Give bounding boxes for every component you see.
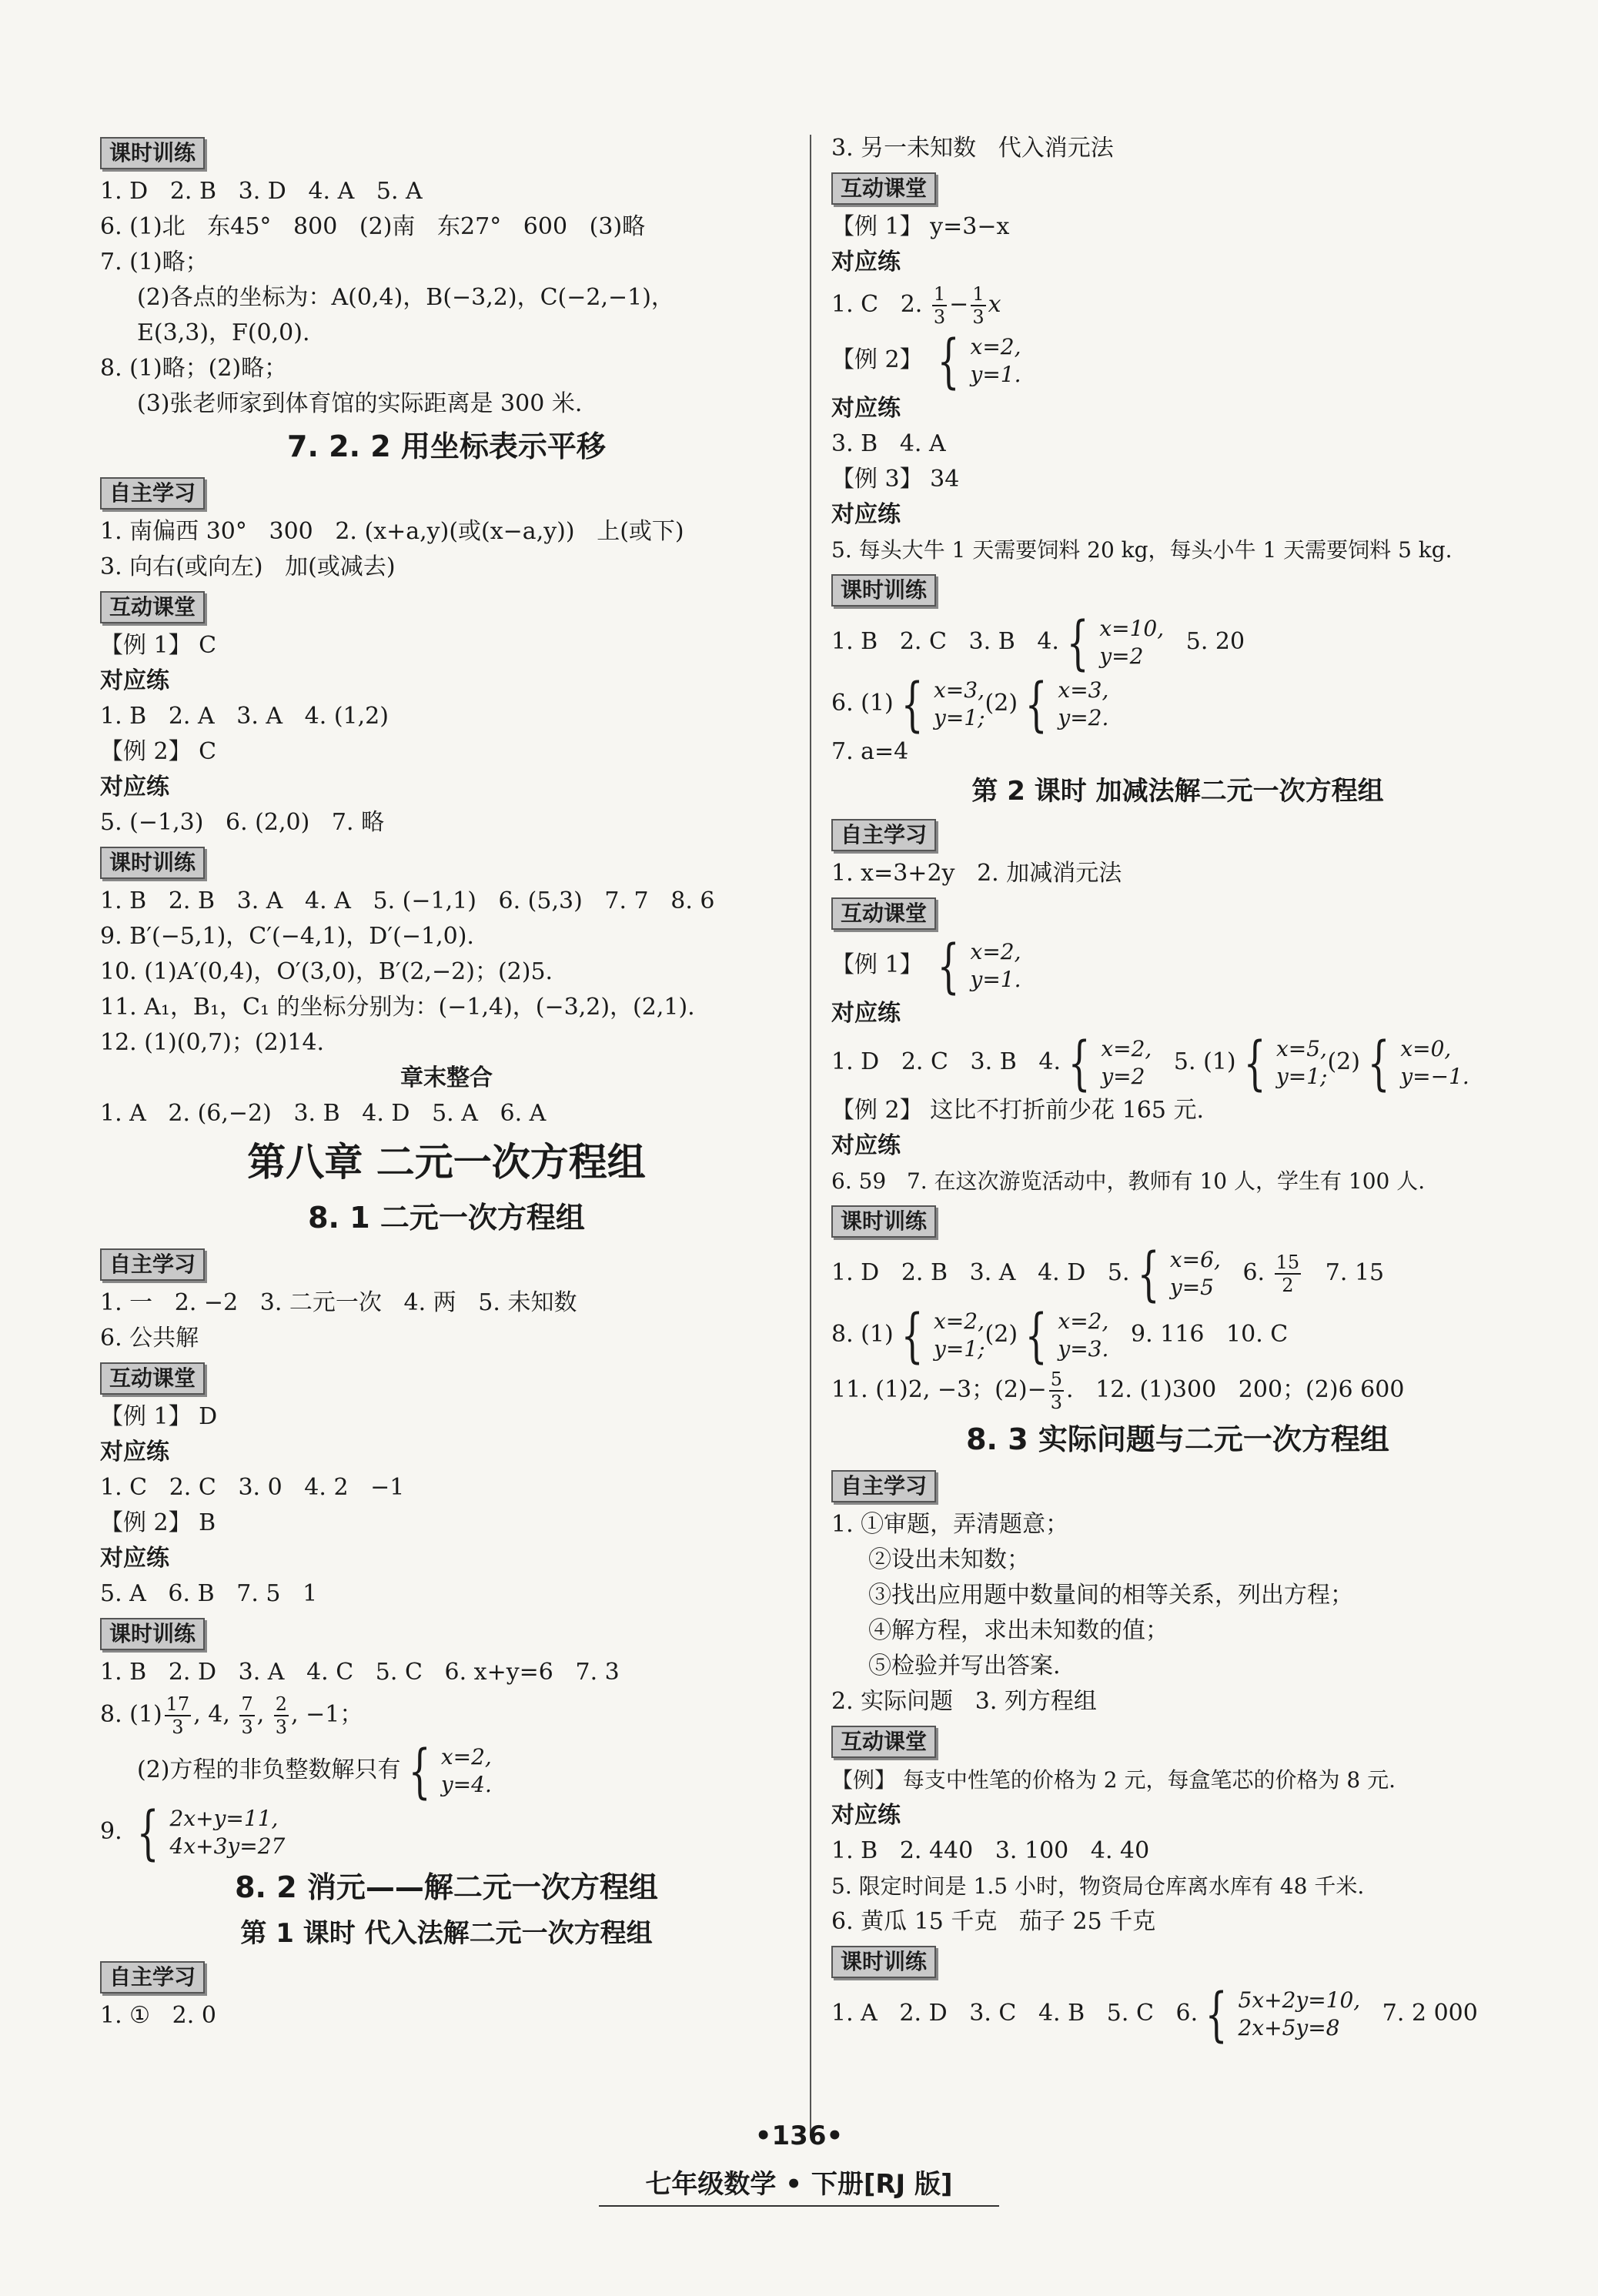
equation-system bbox=[1360, 1028, 1469, 1097]
denominator: 3 bbox=[1050, 1392, 1063, 1413]
brace-icon: { bbox=[1066, 608, 1089, 677]
denominator: 3 bbox=[933, 306, 946, 328]
brace-icon: { bbox=[408, 1736, 431, 1805]
equation-system bbox=[1018, 1301, 1109, 1369]
equation-row: y=2 bbox=[1101, 1064, 1145, 1089]
equation-row: y=5 bbox=[1169, 1275, 1214, 1300]
numerator: 15 bbox=[1275, 1252, 1300, 1273]
answer-line: 7. a=4 bbox=[831, 738, 909, 765]
answer-line: 【例】 每支中性笔的价格为 2 元，每盒笔芯的价格为 8 元. bbox=[831, 1767, 1396, 1793]
equation-system bbox=[894, 670, 985, 738]
answer-line bbox=[831, 608, 1524, 677]
section-tag: 自主学习 bbox=[100, 477, 205, 510]
section-tag: 自主学习 bbox=[100, 1961, 205, 1994]
answer-line: ⑤检验并写出答案. bbox=[868, 1653, 1061, 1679]
answer-line: 1. B 2. B 3. A 4. A 5. (−1,1) 6. (5,3) 7. 7 8. 6 bbox=[100, 887, 715, 914]
brace-icon: { bbox=[1243, 1028, 1266, 1097]
answer-line: 11. A₁，B₁，C₁ 的坐标分别为：(−1,4)，(−3,2)，(2,1). bbox=[100, 994, 695, 1021]
equation-row: y=2 bbox=[1099, 643, 1144, 669]
answer-line bbox=[831, 1239, 1524, 1308]
numerator: 2 bbox=[275, 1693, 288, 1715]
equation-system bbox=[1018, 670, 1109, 738]
book-title: 七年级数学 • 下册[RJ 版] bbox=[645, 2169, 953, 2200]
text-run: 6. (1) bbox=[831, 690, 894, 717]
equation-row: 5x+2y=10, bbox=[1238, 1987, 1361, 2013]
brace-icon: { bbox=[901, 670, 924, 738]
text-run: 【例 2】 bbox=[831, 346, 923, 373]
answer-line: 7. (1)略； bbox=[100, 249, 209, 276]
answer-line: 6. 公共解 bbox=[100, 1325, 199, 1352]
answer-line: 1. C 2. C 3. 0 4. 2 −1 bbox=[100, 1474, 405, 1501]
answer-line: 对应练 bbox=[831, 1000, 901, 1027]
answer-line: ③找出应用题中数量间的相等关系，列出方程； bbox=[868, 1582, 1353, 1609]
answer-line: (2)各点的坐标为：A(0,4)，B(−3,2)，C(−2,−1)， bbox=[137, 284, 674, 311]
brace-icon: { bbox=[136, 1798, 159, 1867]
answer-line bbox=[831, 670, 1524, 738]
answer-line: 1. D 2. B 3. D 4. A 5. A bbox=[100, 178, 423, 205]
answer-line bbox=[831, 326, 1524, 395]
answer-line: 对应练 bbox=[100, 774, 169, 800]
text-run: 11. (1)2, −3；(2)− bbox=[831, 1376, 1047, 1403]
equation-row: 2x+y=11, bbox=[169, 1806, 279, 1831]
text-run: (2) bbox=[985, 690, 1018, 717]
answer-line bbox=[831, 931, 1524, 1000]
section-tag: 自主学习 bbox=[831, 1470, 936, 1502]
answer-line: 1. B 2. A 3. A 4. (1,2) bbox=[100, 703, 389, 730]
right-column bbox=[831, 131, 1524, 2048]
equation-row: y=1. bbox=[970, 362, 1021, 387]
lesson-heading: 第 1 课时 代入法解二元一次方程组 bbox=[240, 1918, 653, 1949]
equation-system bbox=[1236, 1028, 1328, 1097]
equation-row: x=2, bbox=[970, 939, 1021, 964]
equation-row: y=3. bbox=[1058, 1336, 1109, 1362]
equation-row: y=1; bbox=[934, 1336, 985, 1362]
equation-row: x=2, bbox=[1101, 1036, 1152, 1061]
answer-line: 5. (−1,3) 6. (2,0) 7. 略 bbox=[100, 809, 385, 836]
numerator: 17 bbox=[165, 1693, 190, 1715]
denominator: 3 bbox=[172, 1716, 184, 1738]
answer-line: ②设出未知数； bbox=[868, 1546, 1030, 1573]
brace-icon: { bbox=[1025, 670, 1048, 738]
fraction bbox=[1049, 1369, 1064, 1413]
book-title-footer bbox=[0, 2163, 1598, 2207]
equation-system bbox=[1061, 1028, 1152, 1097]
answer-line: 【例 2】 这比不打折前少花 165 元. bbox=[831, 1097, 1205, 1124]
answer-line: 1. ① 2. 0 bbox=[100, 2002, 216, 2029]
answer-line: 对应练 bbox=[100, 667, 169, 694]
answer-line: 【例 1】 y=3−x bbox=[831, 213, 1010, 240]
text-run: 8. (1) bbox=[100, 1701, 162, 1728]
answer-line: 对应练 bbox=[100, 1545, 169, 1572]
section-tag: 课时训练 bbox=[831, 574, 936, 607]
answer-line: 【例 3】 34 bbox=[831, 466, 960, 493]
section-heading: 章末整合 bbox=[400, 1064, 493, 1091]
equation-system bbox=[930, 931, 1021, 1000]
section-tag: 互动课堂 bbox=[831, 1726, 936, 1758]
answer-line: 12. (1)(0,7)；(2)14. bbox=[100, 1029, 325, 1056]
fraction bbox=[239, 1693, 254, 1738]
text-run: − bbox=[949, 291, 969, 318]
fraction bbox=[1275, 1252, 1302, 1296]
brace-icon: { bbox=[937, 931, 960, 1000]
section-tag: 课时训练 bbox=[100, 847, 205, 879]
section-heading: 7. 2. 2 用坐标表示平移 bbox=[287, 429, 606, 463]
text-run: 1. A 2. D 3. C 4. B 5. C 6. bbox=[831, 2000, 1198, 2027]
equation-row: x=2, bbox=[970, 334, 1021, 359]
answer-line: 1. 一 2. −2 3. 二元一次 4. 两 5. 未知数 bbox=[100, 1289, 577, 1316]
text-run: 9. bbox=[100, 1818, 130, 1845]
text-run: 8. (1) bbox=[831, 1321, 894, 1348]
text-run: 【例 1】 bbox=[831, 951, 923, 978]
text-run: 9. 116 10. C bbox=[1108, 1321, 1289, 1348]
answer-line: 对应练 bbox=[831, 1802, 901, 1829]
answer-line bbox=[831, 280, 1524, 329]
text-run: 1. B 2. C 3. B 4. bbox=[831, 628, 1059, 655]
answer-line: 5. 每头大牛 1 天需要饲料 20 kg，每头小牛 1 天需要饲料 5 kg. bbox=[831, 537, 1453, 563]
equation-system bbox=[401, 1736, 492, 1805]
section-tag: 课时训练 bbox=[100, 137, 205, 169]
text-run: 1. D 2. C 3. B 4. bbox=[831, 1048, 1061, 1075]
denominator: 3 bbox=[972, 306, 985, 328]
answer-line: 3. 向右(或向左) 加(或减去) bbox=[100, 553, 396, 580]
answer-line: 6. 黄瓜 15 千克 茄子 25 千克 bbox=[831, 1908, 1156, 1935]
section-tag: 互动课堂 bbox=[100, 1362, 205, 1395]
equation-row: x=6, bbox=[1169, 1247, 1221, 1272]
text-run: , 4, bbox=[193, 1701, 238, 1728]
answer-line: 6. 59 7. 在这次游览活动中，教师有 10 人，学生有 100 人. bbox=[831, 1168, 1426, 1194]
brace-icon: { bbox=[937, 326, 960, 395]
equation-row: 2x+5y=8 bbox=[1238, 2015, 1340, 2040]
section-tag: 互动课堂 bbox=[831, 172, 936, 205]
section-tag: 课时训练 bbox=[831, 1946, 936, 1978]
text-run: (2)方程的非负整数解只有 bbox=[137, 1756, 401, 1783]
answer-line bbox=[100, 1736, 793, 1805]
section-heading: 8. 1 二元一次方程组 bbox=[308, 1201, 585, 1235]
text-run: 1. D 2. B 3. A 4. D 5. bbox=[831, 1259, 1130, 1286]
text-run: 6. bbox=[1220, 1259, 1272, 1286]
section-tag: 自主学习 bbox=[100, 1248, 205, 1281]
answer-line: 8. (1)略；(2)略； bbox=[100, 355, 288, 382]
text-run: . 12. (1)300 200；(2)6 600 bbox=[1066, 1376, 1405, 1403]
section-heading: 8. 2 消元——解二元一次方程组 bbox=[235, 1870, 658, 1904]
answer-line: 对应练 bbox=[831, 249, 901, 276]
fraction bbox=[971, 283, 985, 328]
answer-line: 10. (1)A′(0,4)，O′(3,0)，B′(2,−2)；(2)5. bbox=[100, 958, 553, 985]
answer-line: 5. 限定时间是 1.5 小时，物资局仓库离水库有 48 千米. bbox=[831, 1873, 1365, 1899]
numerator: 5 bbox=[1050, 1369, 1063, 1390]
denominator: 2 bbox=[1282, 1275, 1294, 1296]
chapter-title: 第八章 二元一次方程组 bbox=[247, 1140, 646, 1185]
equation-row: x=5, bbox=[1275, 1036, 1327, 1061]
text-run: , bbox=[256, 1701, 272, 1728]
text-run: 7. 15 bbox=[1303, 1259, 1385, 1286]
answer-line: 对应练 bbox=[100, 1439, 169, 1465]
answer-line: 1. x=3+2y 2. 加减消元法 bbox=[831, 860, 1122, 887]
section-heading: 8. 3 实际问题与二元一次方程组 bbox=[966, 1422, 1389, 1456]
text-run: 7. 2 000 bbox=[1360, 2000, 1478, 2027]
equation-row: x=2, bbox=[1058, 1308, 1109, 1334]
equation-row: y=4. bbox=[440, 1772, 492, 1797]
equation-row: 4x+3y=27 bbox=[169, 1833, 286, 1859]
answer-line: 【例 1】 D bbox=[100, 1403, 218, 1430]
brace-icon: { bbox=[1025, 1301, 1048, 1369]
answer-line: E(3,3)，F(0,0). bbox=[137, 319, 310, 346]
page-number: •136• bbox=[754, 2121, 844, 2151]
equation-row: x=10, bbox=[1099, 616, 1165, 641]
text-run: , −1； bbox=[291, 1701, 363, 1728]
equation-system bbox=[129, 1798, 286, 1867]
equation-row: x=3, bbox=[934, 677, 985, 703]
equation-system bbox=[894, 1301, 985, 1369]
answer-line: 5. A 6. B 7. 5 1 bbox=[100, 1580, 318, 1607]
denominator: 3 bbox=[241, 1716, 253, 1738]
fraction bbox=[932, 283, 947, 328]
text-run: (2) bbox=[985, 1321, 1018, 1348]
lesson-heading: 第 2 课时 加减法解二元一次方程组 bbox=[971, 776, 1384, 807]
numerator: 7 bbox=[241, 1693, 253, 1715]
brace-icon: { bbox=[1205, 1980, 1228, 2048]
left-column bbox=[100, 131, 793, 2034]
answer-line: 1. B 2. D 3. A 4. C 5. C 6. x+y=6 7. 3 bbox=[100, 1659, 620, 1686]
equation-row: y=−1. bbox=[1400, 1064, 1469, 1089]
text-run: x bbox=[988, 291, 1001, 318]
answer-line: 1. B 2. 440 3. 100 4. 40 bbox=[831, 1837, 1150, 1864]
equation-row: x=2, bbox=[440, 1744, 492, 1770]
answer-line: 1. 南偏西 30° 300 2. (x+a,y)(或(x−a,y)) 上(或下) bbox=[100, 518, 684, 545]
brace-icon: { bbox=[901, 1301, 924, 1369]
equation-row: y=1; bbox=[934, 705, 985, 730]
text-run: 1. C 2. bbox=[831, 291, 930, 318]
equation-system bbox=[1198, 1980, 1361, 2048]
answer-line bbox=[100, 1798, 793, 1867]
text-run: 5. (1) bbox=[1152, 1048, 1236, 1075]
equation-row: x=3, bbox=[1058, 677, 1109, 703]
answer-line: 6. (1)北 东45° 800 (2)南 东27° 600 (3)略 bbox=[100, 213, 646, 240]
footer-rule bbox=[599, 2205, 999, 2207]
answer-line: 对应练 bbox=[831, 1132, 901, 1159]
denominator: 3 bbox=[275, 1716, 288, 1738]
text-run: 5. 20 bbox=[1164, 628, 1245, 655]
brace-icon: { bbox=[1137, 1239, 1160, 1308]
answer-line bbox=[831, 1028, 1524, 1097]
equation-row: x=2, bbox=[934, 1308, 985, 1334]
equation-row: y=2. bbox=[1058, 705, 1109, 730]
text-run: (2) bbox=[1327, 1048, 1360, 1075]
equation-system bbox=[930, 326, 1021, 395]
equation-row: y=1. bbox=[970, 967, 1021, 992]
section-tag: 互动课堂 bbox=[100, 591, 205, 623]
answer-line bbox=[100, 1690, 793, 1740]
answer-line: 对应练 bbox=[831, 395, 901, 422]
answer-line: 3. B 4. A bbox=[831, 430, 946, 457]
answer-line: 2. 实际问题 3. 列方程组 bbox=[831, 1688, 1097, 1715]
fraction bbox=[165, 1693, 192, 1738]
answer-line: 1. ①审题，弄清题意； bbox=[831, 1511, 1069, 1538]
answer-line bbox=[831, 1980, 1524, 2048]
numerator: 1 bbox=[933, 283, 946, 305]
answer-line: 【例 2】 B bbox=[100, 1509, 216, 1536]
answer-line: 对应练 bbox=[831, 501, 901, 528]
fraction bbox=[274, 1693, 289, 1738]
answer-line: 【例 1】 C bbox=[100, 632, 217, 659]
section-tag: 互动课堂 bbox=[831, 897, 936, 930]
answer-line: 3. 另一未知数 代入消元法 bbox=[831, 135, 1114, 162]
brace-icon: { bbox=[1367, 1028, 1390, 1097]
equation-system bbox=[1130, 1239, 1221, 1308]
section-tag: 课时训练 bbox=[100, 1618, 205, 1650]
answer-line bbox=[831, 1365, 1524, 1415]
section-tag: 课时训练 bbox=[831, 1205, 936, 1238]
section-tag: 自主学习 bbox=[831, 819, 936, 851]
answer-line: 9. B′(−5,1)，C′(−4,1)，D′(−1,0). bbox=[100, 923, 474, 950]
answer-line: 【例 2】 C bbox=[100, 738, 217, 765]
answer-line bbox=[831, 1301, 1524, 1369]
column-divider bbox=[810, 135, 811, 2136]
equation-row: x=0, bbox=[1400, 1036, 1452, 1061]
equation-system bbox=[1059, 608, 1165, 677]
answer-line: (3)张老师家到体育馆的实际距离是 300 米. bbox=[137, 390, 583, 417]
answer-line: ④解方程，求出未知数的值； bbox=[868, 1617, 1168, 1644]
brace-icon: { bbox=[1068, 1028, 1091, 1097]
answer-line: 1. A 2. (6,−2) 3. B 4. D 5. A 6. A bbox=[100, 1100, 547, 1127]
numerator: 1 bbox=[972, 283, 985, 305]
equation-row: y=1; bbox=[1275, 1064, 1328, 1089]
